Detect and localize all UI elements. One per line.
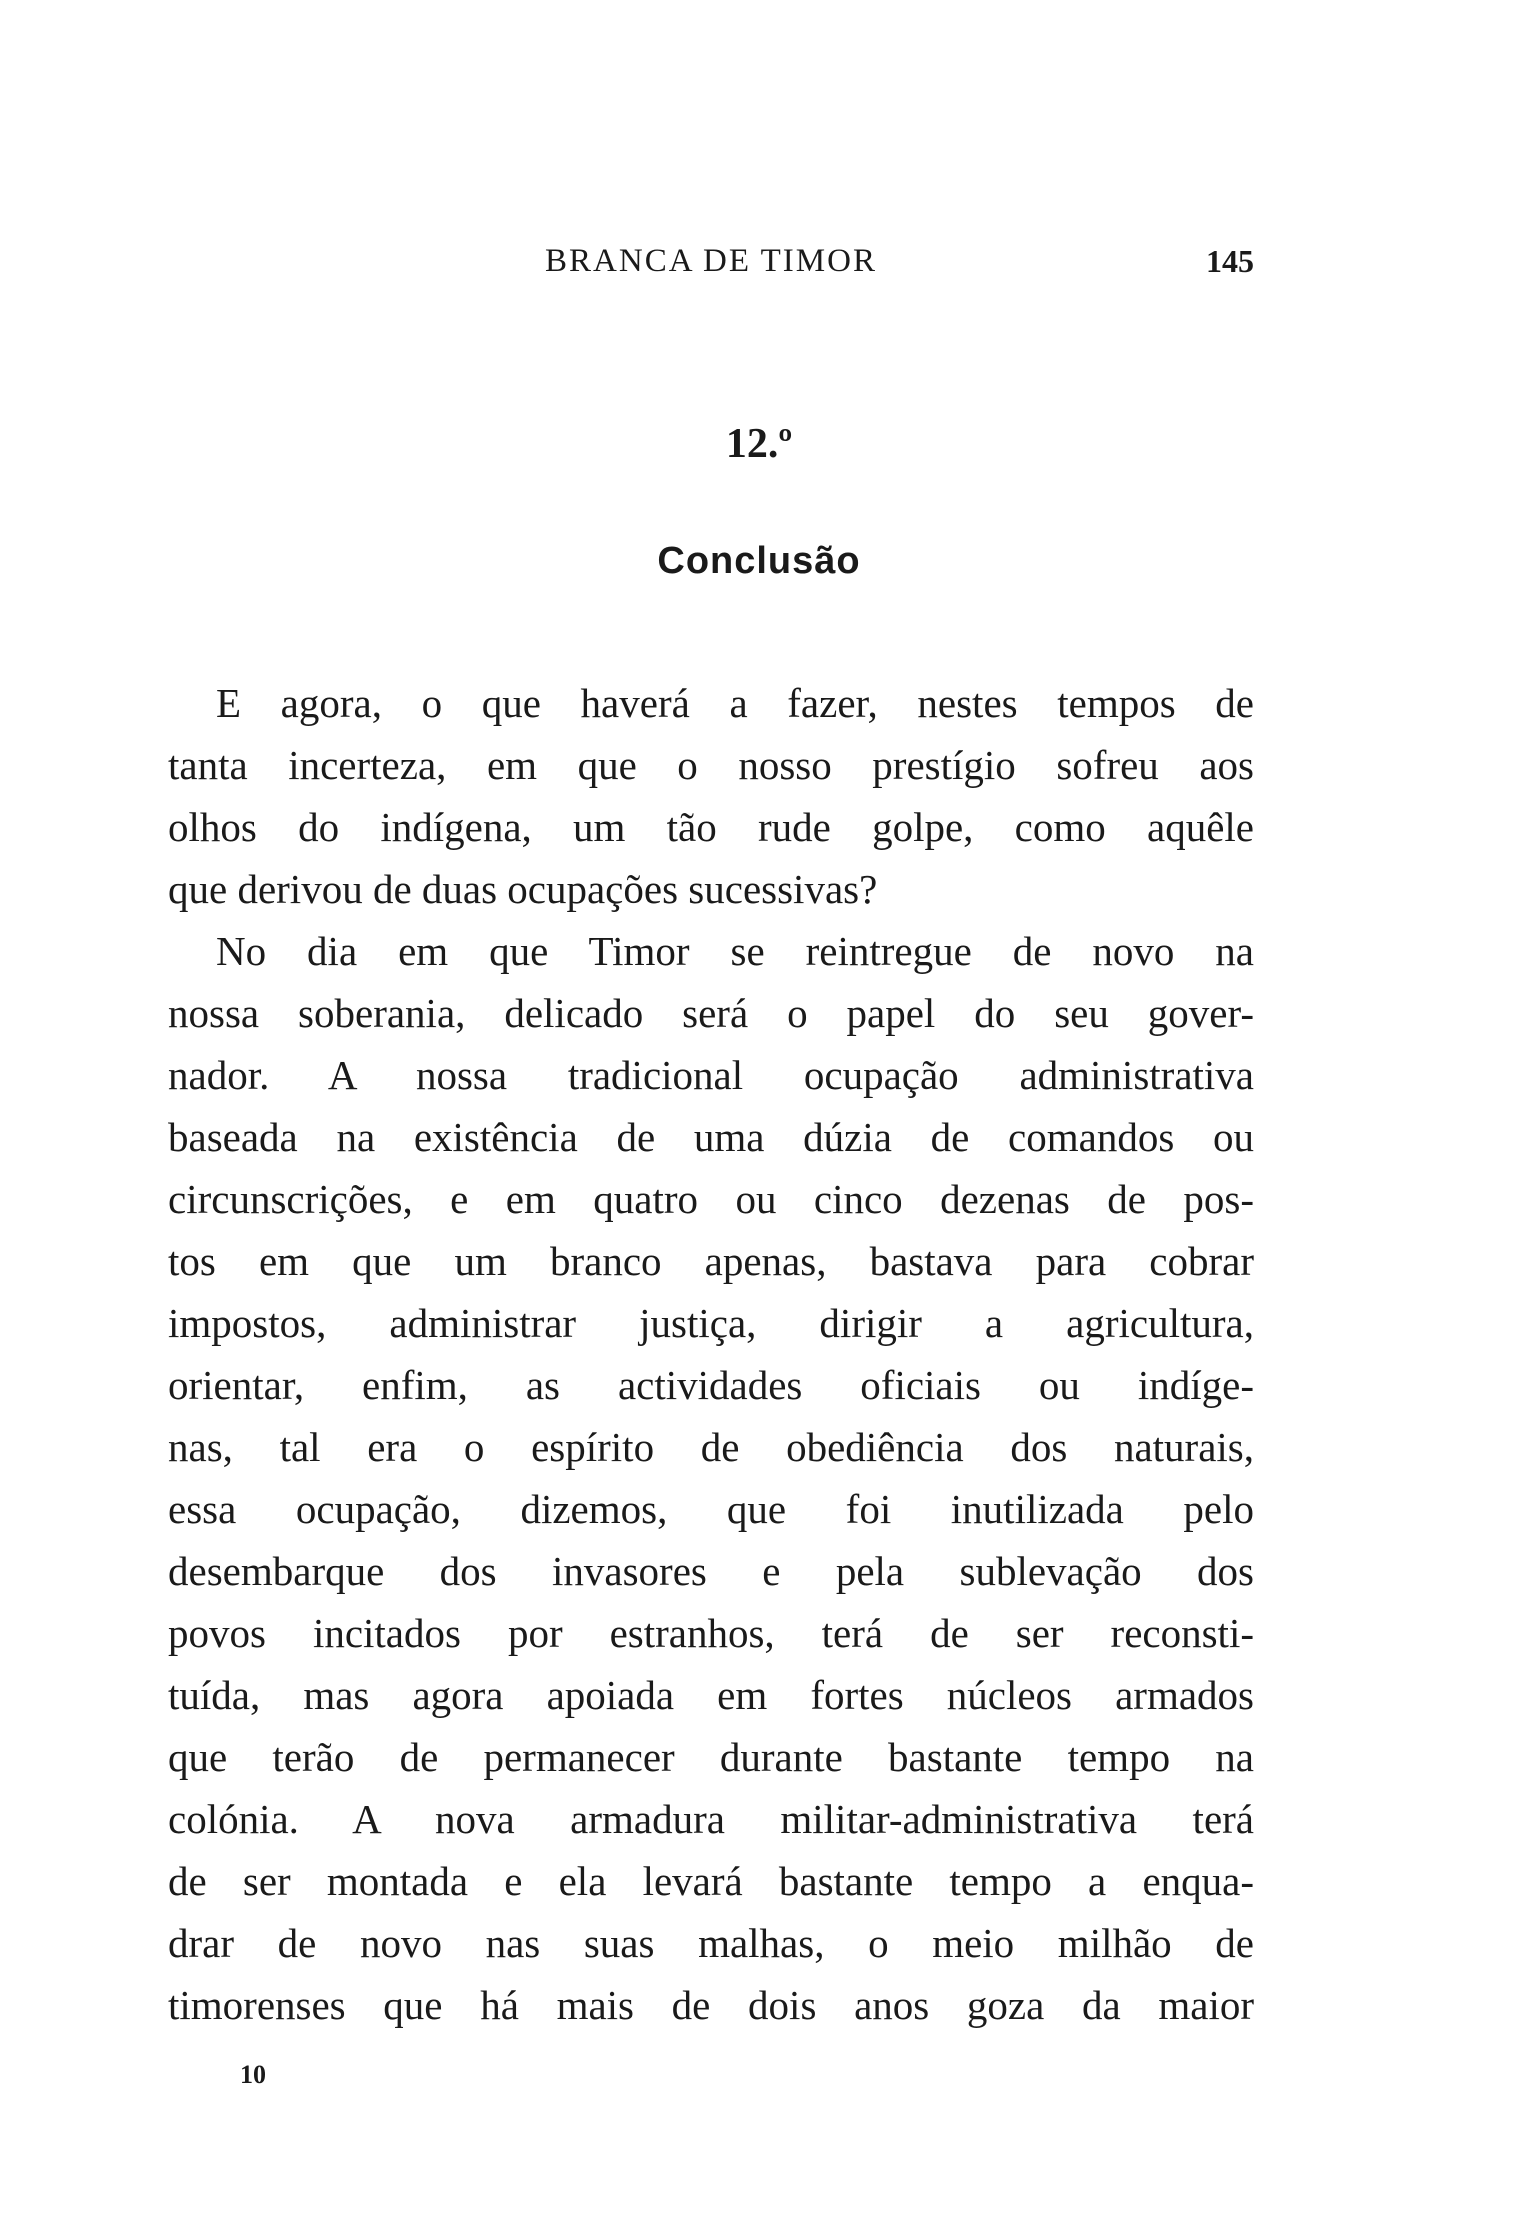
text-line: circunscrições, e em quatro ou cinco dezenas de pos- (168, 1176, 1254, 1222)
text-line: tos em que um branco apenas, bastava para cobrar (168, 1238, 1254, 1284)
text-line: tuída, mas agora apoiada em fortes núcleos armados (168, 1672, 1254, 1718)
text-line: que derivou de duas ocupações sucessivas? (168, 866, 878, 912)
text-line: tanta incerteza, em que o nosso prestígio sofreu aos (168, 742, 1254, 788)
text-line: No dia em que Timor se reintregue de novo na (216, 928, 1254, 974)
body-text (168, 672, 1254, 2036)
text-line: nador. A nossa tradicional ocupação administrativa (168, 1052, 1254, 1098)
running-head (168, 243, 1254, 287)
text-line: baseada na existência de uma dúzia de comandos ou (168, 1114, 1254, 1160)
text-line: impostos, administrar justiça, dirigir a agricultura, (168, 1300, 1254, 1346)
text-line: timorenses que há mais de dois anos goza da maior (168, 1982, 1254, 2028)
text-line: de ser montada e ela levará bastante tempo a enqua- (168, 1858, 1254, 1904)
text-line: orientar, enfim, as actividades oficiais ou indíge- (168, 1362, 1254, 1408)
text-line: desembarque dos invasores e pela sublevação dos (168, 1548, 1254, 1594)
page-number: 145 (1206, 243, 1254, 279)
text-line: nossa soberania, delicado será o papel do seu gover- (168, 990, 1254, 1036)
text-line: essa ocupação, dizemos, que foi inutilizada pelo (168, 1486, 1254, 1532)
text-line: E agora, o que haverá a fazer, nestes tempos de (216, 680, 1254, 726)
chapter-title: Conclusão (657, 540, 861, 582)
text-line: povos incitados por estranhos, terá de ser reconsti- (168, 1610, 1254, 1656)
text-line: drar de novo nas suas malhas, o meio milhão de (168, 1920, 1254, 1966)
signature-mark: 10 (240, 2060, 266, 2089)
running-title: BRANCA DE TIMOR (545, 243, 877, 279)
text-line: colónia. A nova armadura militar-administrativa terá (168, 1796, 1254, 1842)
text-line: olhos do indígena, um tão rude golpe, como aquêle (168, 804, 1254, 850)
text-line: nas, tal era o espírito de obediência dos naturais, (168, 1424, 1254, 1470)
chapter-number: 12.º (725, 421, 793, 467)
text-line: que terão de permanecer durante bastante tempo na (168, 1734, 1254, 1780)
